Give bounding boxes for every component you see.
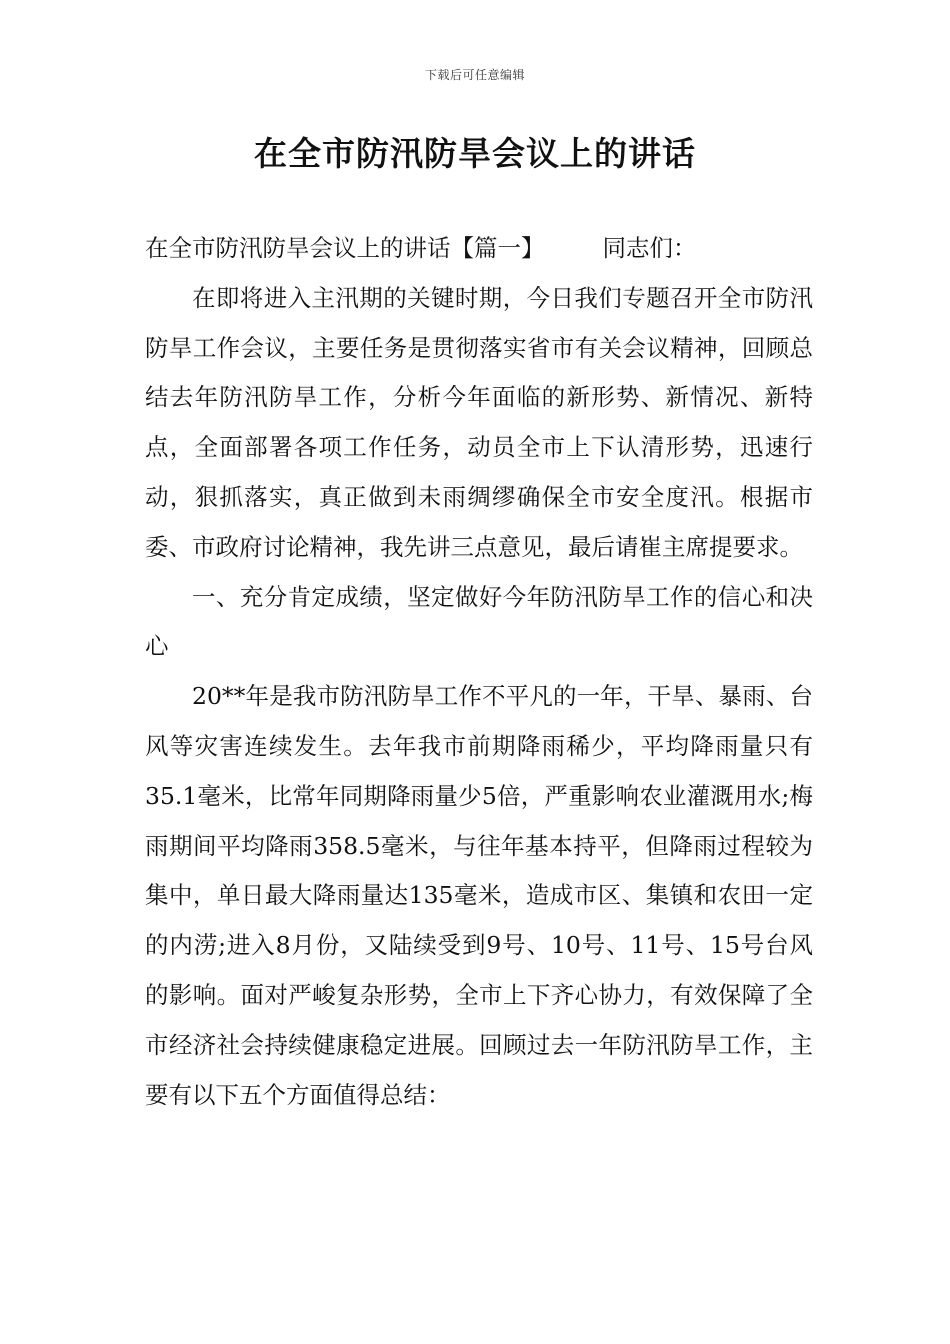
paragraph-review: 20**年是我市防汛防旱工作不平凡的一年，干旱、暴雨、台风等灾害连续发生。去年我市前期降雨稀少，平均降雨量只有35.1毫米，比常年同期降雨量少5倍，严重影响农业灌溉用水;梅雨期间平均降雨358.5毫米，与往年基本持平，但降雨过程较为集中，单日最大降雨量达135毫米，造成市区、集镇和农田一定的内涝;进入8月份，又陆续受到9号、10号、11号、15号台风的影响。面对严峻复杂形势，全市上下齐心协力，有效保障了全市经济社会持续健康稳定进展。回顾过去一年防汛防旱工作，主要有以下五个方面值得总结： (145, 682, 813, 1109)
lead-line (145, 224, 813, 274)
section-heading-1: 一、充分肯定成绩，坚定做好今年防汛防旱工作的信心和决心 (145, 582, 813, 661)
document-body (145, 224, 813, 1120)
salutation: 同志们： (602, 234, 697, 262)
paragraph-opening: 在即将进入主汛期的关键时期，今日我们专题召开全市防汛防旱工作会议，主要任务是贯彻落实省市有关会议精神，回顾总结去年防汛防旱工作，分析今年面临的新形势、新情况、新特点，全面部署各项工作任务，动员全市上下认清形势，迅速行动，狠抓落实，真正做到未雨绸缪确保全市安全度汛。根据市委、市政府讨论精神，我先讲三点意见，最后请崔主席提要求。 (145, 283, 813, 561)
document-title: 在全市防汛防旱会议上的讲话 (254, 134, 696, 173)
section-label: 在全市防汛防旱会议上的讲话【篇一】 (145, 234, 545, 262)
header-note: 下载后可任意编辑 (424, 68, 525, 82)
